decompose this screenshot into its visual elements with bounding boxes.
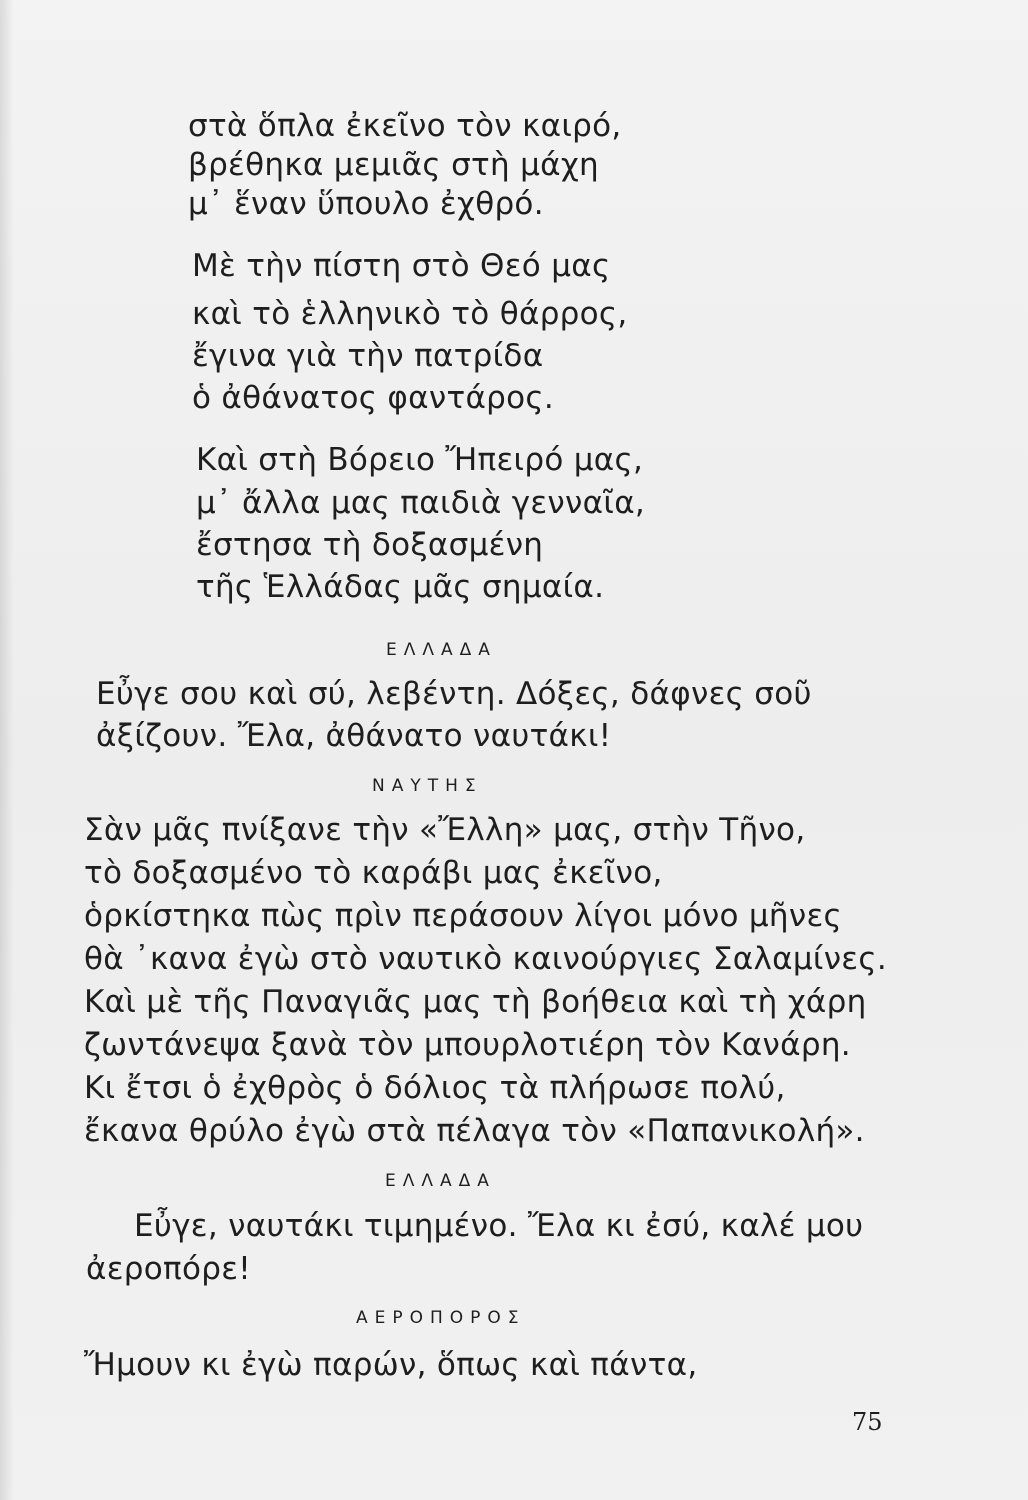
speech-line: θὰ ᾽κανα ἐγὼ στὸ ναυτικὸ καινούργιες Σαλαμίνες.	[84, 941, 888, 977]
page-edge-shadow	[0, 0, 14, 1500]
speech-line: ὁρκίστηκα πὼς πρὶν περάσουν λίγοι μόνο μῆνες	[84, 898, 843, 934]
speech-line: Κι ἔτσι ὁ ἐχθρὸς ὁ δόλιος τὰ πλήρωσε πολύ,	[84, 1070, 786, 1106]
speech-line: Καὶ μὲ τῆς Παναγιᾶς μας τὴ βοήθεια καὶ τὴ χάρη	[84, 984, 867, 1020]
speech-line: τὸ δοξασμένο τὸ καράβι μας ἐκεῖνο,	[84, 855, 663, 891]
verse-line: στὰ ὅπλα ἐκεῖνο τὸν καιρό,	[188, 108, 622, 144]
verse-line: ἔστησα τὴ δοξασμένη	[196, 527, 544, 563]
verse-line: μ᾽ ἕναν ὕπουλο ἐχθρό.	[188, 186, 544, 222]
verse-line: τῆς Ἑλλάδας μᾶς σημαία.	[196, 569, 605, 605]
speaker-heading: ΑΕΡΟΠΟΡΟΣ	[356, 1308, 526, 1328]
verse-line: καὶ τὸ ἑλληνικὸ τὸ θάρρος,	[192, 296, 628, 332]
speaker-heading: ΕΛΛΑΔΑ	[386, 640, 497, 660]
speech-line: ἀξίζουν. Ἔλα, ἀθάνατο ναυτάκι!	[96, 718, 612, 754]
speech-line: Εὖγε, ναυτάκι τιμημένο. Ἔλα κι ἐσύ, καλέ μου	[134, 1208, 864, 1244]
speaker-heading: ΝΑΥΤΗΣ	[372, 776, 483, 796]
speech-line: Σὰν μᾶς πνίξανε τὴν «Ἔλλη» μας, στὴν Τῆνο,	[84, 812, 806, 848]
speech-line: ἀεροπόρε!	[86, 1251, 252, 1287]
page-number: 75	[852, 1408, 883, 1436]
verse-line: ὁ ἀθάνατος φαντάρος.	[192, 380, 555, 416]
speech-line: ἔκανα θρύλο ἐγὼ στὰ πέλαγα τὸν «Παπανικολή».	[84, 1113, 865, 1149]
verse-line: Μὲ τὴν πίστη στὸ Θεό μας	[192, 248, 611, 284]
speech-line: Ἤμουν κι ἐγὼ παρών, ὅπως καὶ πάντα,	[84, 1347, 698, 1383]
verse-line: μ᾽ ἄλλα μας παιδιὰ γενναῖα,	[196, 485, 646, 521]
verse-line: Καὶ στὴ Βόρειο Ἤπειρό μας,	[196, 442, 644, 478]
verse-line: ἔγινα γιὰ τὴν πατρίδα	[192, 338, 544, 374]
speech-line: ζωντάνεψα ξανὰ τὸν μπουρλοτιέρη τὸν Κανάρη.	[84, 1027, 851, 1063]
speech-line: Εὖγε σου καὶ σύ, λεβέντη. Δόξες, δάφνες σοῦ	[96, 676, 812, 712]
verse-line: βρέθηκα μεμιᾶς στὴ μάχη	[188, 147, 599, 183]
speaker-heading: ΕΛΛΑΔΑ	[385, 1171, 496, 1191]
